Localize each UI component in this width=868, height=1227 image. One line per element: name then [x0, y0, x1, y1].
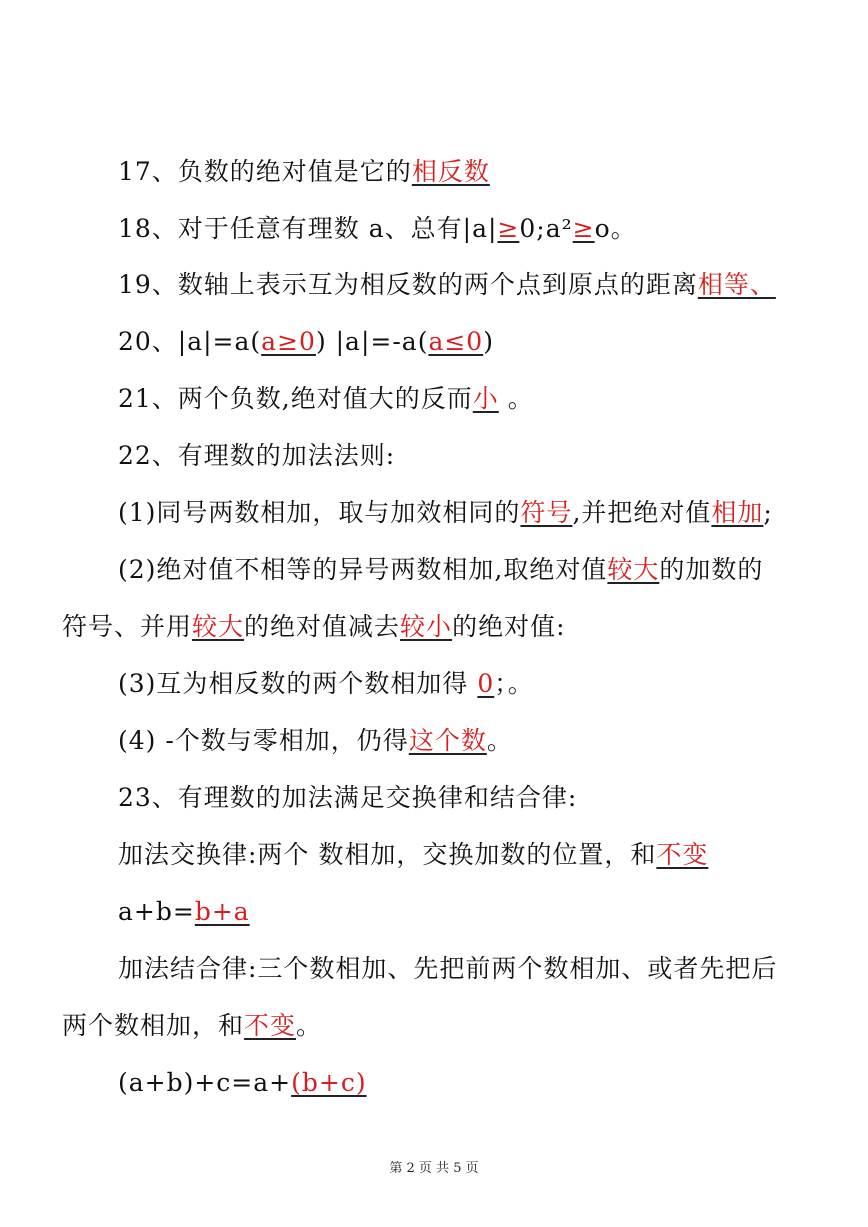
item-20-text-3: ) — [483, 327, 494, 356]
rule-4-answer: 这个数 — [408, 726, 487, 755]
page-footer: 第 2 页 共 5 页 — [389, 1161, 479, 1176]
item-20-text: 20、|a|=a( — [118, 327, 262, 356]
item-18-answer-1: ≥ — [497, 214, 520, 243]
commutative-formula — [118, 897, 250, 927]
rule-2b-answer-1: 较大 — [192, 612, 245, 641]
rule-4-text: (4) -个数与零相加，仍得 — [118, 726, 409, 755]
rule-3-text: (3)互为相反数的两个数相加得 — [118, 669, 478, 698]
associative-law — [118, 954, 777, 984]
item-21-text-2: 。 — [498, 384, 534, 413]
item-22-rule-4 — [118, 726, 513, 756]
item-18-text-3: o。 — [594, 214, 637, 243]
item-19 — [118, 270, 776, 300]
rule-1-text-3: ; — [763, 498, 773, 527]
rule-2b-text-3: 的绝对值: — [452, 612, 566, 641]
rule-2-answer-1: 较大 — [607, 555, 660, 584]
item-18-text: 18、对于任意有理数 a、总有|a| — [118, 214, 498, 243]
item-20-text-2: ) |a|=-a( — [315, 327, 429, 356]
rule-2b-answer-2: 较小 — [400, 612, 453, 641]
item-21-text: 21、两个负数,绝对值大的反而 — [118, 384, 473, 413]
item-18-text-2: 0;a² — [519, 214, 573, 243]
associative-text: 加法结合律:三个数相加、先把前两个数相加、或者先把后 — [118, 954, 778, 983]
associative-formula-text: (a+b)+c=a+ — [118, 1068, 292, 1097]
rule-2-text: (2)绝对值不相等的异号两数相加,取绝对值 — [118, 555, 608, 584]
rule-1-answer-1: 符号 — [520, 498, 573, 527]
item-22-rule-1 — [118, 498, 773, 528]
associative-formula — [118, 1068, 367, 1098]
item-18 — [118, 214, 637, 244]
rule-3-answer: 0 — [477, 669, 495, 698]
item-22-rule-3 — [118, 669, 534, 699]
rule-1-text: (1)同号两数相加，取与加效相同的 — [118, 498, 521, 527]
item-20-answer-2: a≤0 — [428, 327, 484, 356]
item-21 — [118, 384, 534, 414]
associative-text-2: 两个数相加，和 — [62, 1011, 245, 1040]
rule-2b-text: 符号、并用 — [62, 612, 193, 641]
associative-law-cont — [62, 1011, 322, 1041]
rule-2-text-2: 的加数的 — [659, 555, 764, 584]
item-22 — [118, 441, 395, 471]
item-19-answer: 相等、 — [697, 270, 776, 299]
rule-1-answer-2: 相加 — [711, 498, 764, 527]
associative-answer: 不变 — [244, 1011, 297, 1040]
item-22-heading: 22、有理数的加法法则: — [118, 441, 396, 470]
item-19-text: 19、数轴上表示互为相反数的两个点到原点的距离 — [118, 270, 698, 299]
item-23-heading: 23、有理数的加法满足交换律和结合律: — [118, 783, 578, 812]
rule-2b-text-2: 的绝对值减去 — [244, 612, 401, 641]
item-20 — [118, 327, 494, 357]
associative-formula-answer: (b+c) — [291, 1068, 367, 1097]
associative-text-3: 。 — [296, 1011, 323, 1040]
commutative-formula-text: a+b= — [118, 897, 195, 926]
item-17-answer: 相反数 — [411, 157, 490, 186]
rule-3-text-2: ；。 — [494, 669, 534, 698]
commutative-answer: 不变 — [656, 840, 709, 869]
item-17 — [118, 157, 490, 187]
item-17-text: 17、负数的绝对值是它的 — [118, 157, 412, 186]
rule-4-text-2: 。 — [486, 726, 513, 755]
item-22-rule-2-cont — [62, 612, 566, 642]
commutative-formula-answer: b+a — [194, 897, 250, 926]
rule-1-text-2: ,并把绝对值 — [572, 498, 712, 527]
commutative-text: 加法交换律:两个 数相加，交换加数的位置，和 — [118, 840, 657, 869]
item-21-answer: 小 — [472, 384, 499, 413]
item-18-answer-2: ≥ — [572, 214, 595, 243]
item-23 — [118, 783, 577, 813]
item-22-rule-2 — [118, 555, 763, 585]
commutative-law — [118, 840, 708, 870]
item-20-answer-1: a≥0 — [261, 327, 316, 356]
